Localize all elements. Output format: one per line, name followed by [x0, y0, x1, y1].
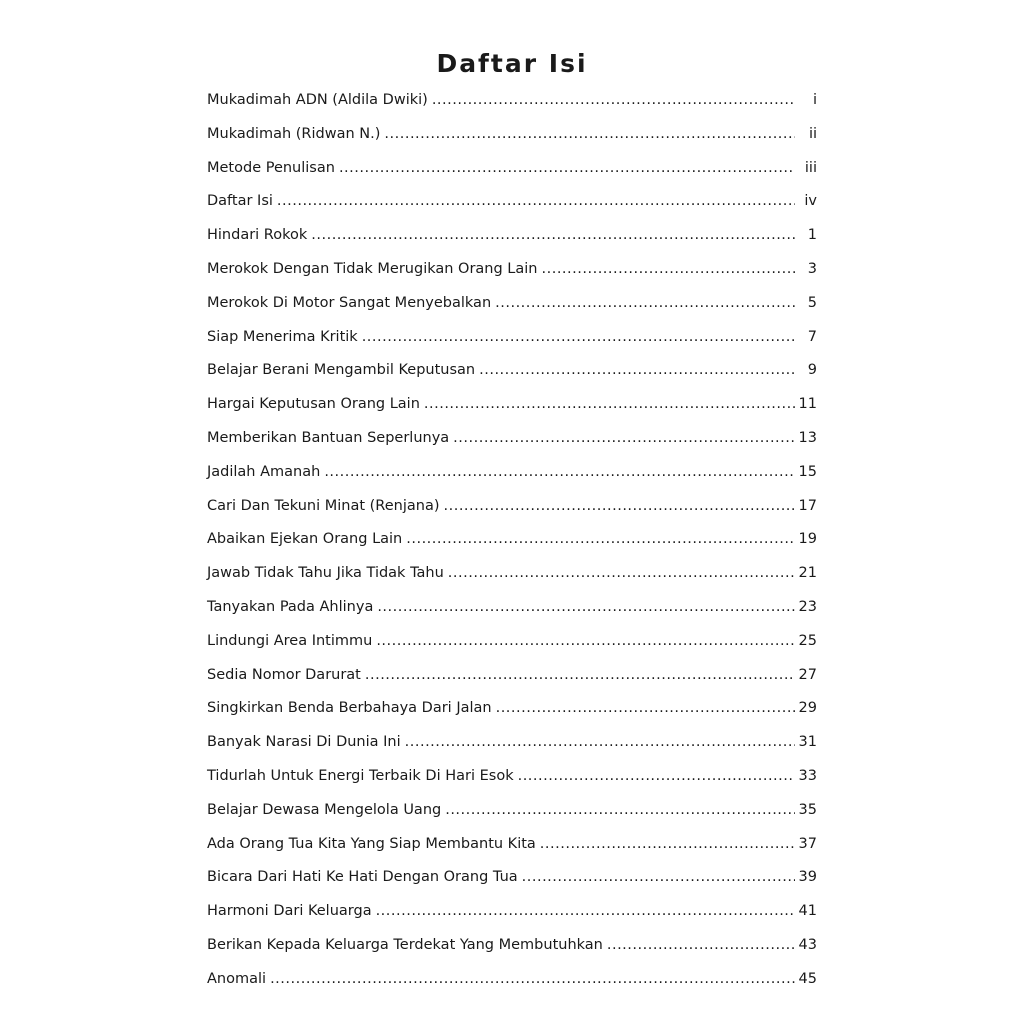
- toc-entry-title: Tanyakan Pada Ahlinya: [207, 598, 374, 615]
- toc-entry-page: ii: [808, 125, 817, 142]
- table-of-contents: [207, 84, 817, 997]
- toc-entry-title: Hargai Keputusan Orang Lain: [207, 396, 420, 413]
- toc-leader-dots: [445, 794, 794, 828]
- toc-leader-dots: [607, 929, 795, 963]
- toc-entry-title: Jadilah Amanah: [207, 463, 321, 480]
- page-title: Daftar Isi: [436, 48, 588, 78]
- toc-leader-dots: [444, 490, 795, 524]
- toc-leader-dots: [270, 963, 794, 997]
- toc-entry-page: 25: [798, 632, 817, 649]
- toc-leader-dots: [518, 760, 795, 794]
- toc-entry-title: Sedia Nomor Darurat: [207, 666, 361, 683]
- toc-entry-title: Banyak Narasi Di Dunia Ini: [207, 734, 401, 751]
- toc-entry-title: Siap Menerima Kritik: [207, 328, 358, 345]
- toc-entry-page: 41: [798, 903, 817, 920]
- toc-leader-dots: [365, 659, 795, 693]
- toc-leader-dots: [448, 557, 795, 591]
- toc-leader-dots: [542, 253, 796, 287]
- toc-leader-dots: [384, 118, 795, 152]
- toc-leader-dots: [376, 895, 795, 929]
- toc-leader-dots: [495, 287, 795, 321]
- toc-leader-dots: [377, 591, 794, 625]
- toc-entry[interactable]: [207, 557, 817, 591]
- toc-entry-page: 5: [807, 294, 817, 311]
- toc-entry[interactable]: [207, 794, 817, 828]
- toc-entry-title: Ada Orang Tua Kita Yang Siap Membantu Kita: [207, 835, 536, 852]
- toc-entry[interactable]: [207, 219, 817, 253]
- toc-entry[interactable]: [207, 118, 817, 152]
- toc-entry-title: Belajar Dewasa Mengelola Uang: [207, 801, 442, 818]
- toc-entry[interactable]: [207, 625, 817, 659]
- toc-leader-dots: [362, 321, 795, 355]
- toc-entry-page: 33: [798, 767, 817, 784]
- toc-entry-page: 13: [798, 429, 817, 446]
- toc-entry-page: i: [812, 92, 817, 108]
- toc-entry-page: 21: [798, 565, 817, 582]
- toc-entry[interactable]: [207, 490, 817, 524]
- toc-leader-dots: [479, 354, 795, 388]
- toc-entry[interactable]: [207, 354, 817, 388]
- toc-entry-page: 3: [807, 260, 817, 277]
- toc-leader-dots: [432, 84, 795, 118]
- toc-entry[interactable]: [207, 456, 817, 490]
- toc-entry[interactable]: [207, 659, 817, 693]
- toc-entry-title: Merokok Di Motor Sangat Menyebalkan: [207, 294, 492, 311]
- toc-entry-page: 45: [798, 970, 817, 987]
- toc-entry-title: Memberikan Bantuan Seperlunya: [207, 429, 450, 446]
- toc-entry[interactable]: [207, 185, 817, 219]
- toc-entry-page: iii: [804, 159, 817, 176]
- toc-entry[interactable]: [207, 388, 817, 422]
- toc-entry-title: Abaikan Ejekan Orang Lain: [207, 531, 403, 548]
- toc-entry[interactable]: [207, 152, 817, 186]
- toc-entry-title: Daftar Isi: [207, 193, 273, 210]
- toc-leader-dots: [424, 388, 795, 422]
- toc-entry-title: Merokok Dengan Tidak Merugikan Orang Lain: [207, 260, 538, 277]
- toc-entry-page: 29: [798, 700, 817, 717]
- toc-entry-title: Harmoni Dari Keluarga: [207, 903, 372, 920]
- toc-entry-title: Berikan Kepada Keluarga Terdekat Yang Membutuhkan: [207, 936, 603, 953]
- toc-entry-title: Jawab Tidak Tahu Jika Tidak Tahu: [207, 565, 444, 582]
- toc-entry-page: 37: [798, 835, 817, 852]
- toc-leader-dots: [522, 861, 795, 895]
- toc-entry[interactable]: [207, 287, 817, 321]
- toc-entry-page: 7: [807, 328, 817, 345]
- toc-entry[interactable]: [207, 321, 817, 355]
- toc-entry[interactable]: [207, 253, 817, 287]
- toc-leader-dots: [496, 692, 795, 726]
- toc-entry-page: 31: [798, 734, 817, 751]
- toc-entry-title: Metode Penulisan: [207, 159, 335, 176]
- toc-entry-title: Hindari Rokok: [207, 227, 308, 244]
- toc-entry-page: 15: [798, 463, 817, 480]
- toc-leader-dots: [376, 625, 794, 659]
- toc-entry[interactable]: [207, 895, 817, 929]
- toc-entry[interactable]: [207, 726, 817, 760]
- toc-entry-page: 19: [798, 531, 817, 548]
- toc-entry-title: Anomali: [207, 970, 267, 987]
- toc-entry-page: 27: [798, 666, 817, 683]
- toc-entry[interactable]: [207, 929, 817, 963]
- toc-leader-dots: [339, 152, 795, 186]
- toc-leader-dots: [277, 185, 795, 219]
- toc-entry-page: 43: [798, 936, 817, 953]
- toc-entry-page: 23: [798, 598, 817, 615]
- toc-entry[interactable]: [207, 760, 817, 794]
- toc-entry-page: 9: [807, 362, 817, 379]
- toc-entry-title: Mukadimah (Ridwan N.): [207, 125, 381, 142]
- toc-entry[interactable]: [207, 84, 817, 118]
- toc-leader-dots: [453, 422, 794, 456]
- toc-entry-page: 1: [807, 227, 817, 244]
- toc-entry[interactable]: [207, 692, 817, 726]
- toc-entry-page: 17: [798, 497, 817, 514]
- toc-entry[interactable]: [207, 523, 817, 557]
- toc-entry[interactable]: [207, 591, 817, 625]
- toc-leader-dots: [324, 456, 794, 490]
- toc-entry[interactable]: [207, 422, 817, 456]
- toc-entry-page: iv: [804, 193, 817, 210]
- toc-entry[interactable]: [207, 828, 817, 862]
- toc-entry-page: 39: [798, 869, 817, 886]
- toc-entry-title: Cari Dan Tekuni Minat (Renjana): [207, 497, 440, 514]
- toc-entry-title: Mukadimah ADN (Aldila Dwiki): [207, 92, 428, 108]
- toc-entry-title: Bicara Dari Hati Ke Hati Dengan Orang Tua: [207, 869, 518, 886]
- toc-entry[interactable]: [207, 861, 817, 895]
- toc-entry-title: Lindungi Area Intimmu: [207, 632, 373, 649]
- toc-leader-dots: [311, 219, 795, 253]
- toc-entry-title: Singkirkan Benda Berbahaya Dari Jalan: [207, 700, 492, 717]
- toc-entry-page: 11: [798, 396, 817, 413]
- toc-entry[interactable]: [207, 963, 817, 997]
- toc-entry-title: Belajar Berani Mengambil Keputusan: [207, 362, 476, 379]
- toc-leader-dots: [540, 828, 795, 862]
- toc-entry-title: Tidurlah Untuk Energi Terbaik Di Hari Esok: [207, 767, 514, 784]
- toc-leader-dots: [405, 726, 795, 760]
- toc-leader-dots: [406, 523, 794, 557]
- toc-entry-page: 35: [798, 801, 817, 818]
